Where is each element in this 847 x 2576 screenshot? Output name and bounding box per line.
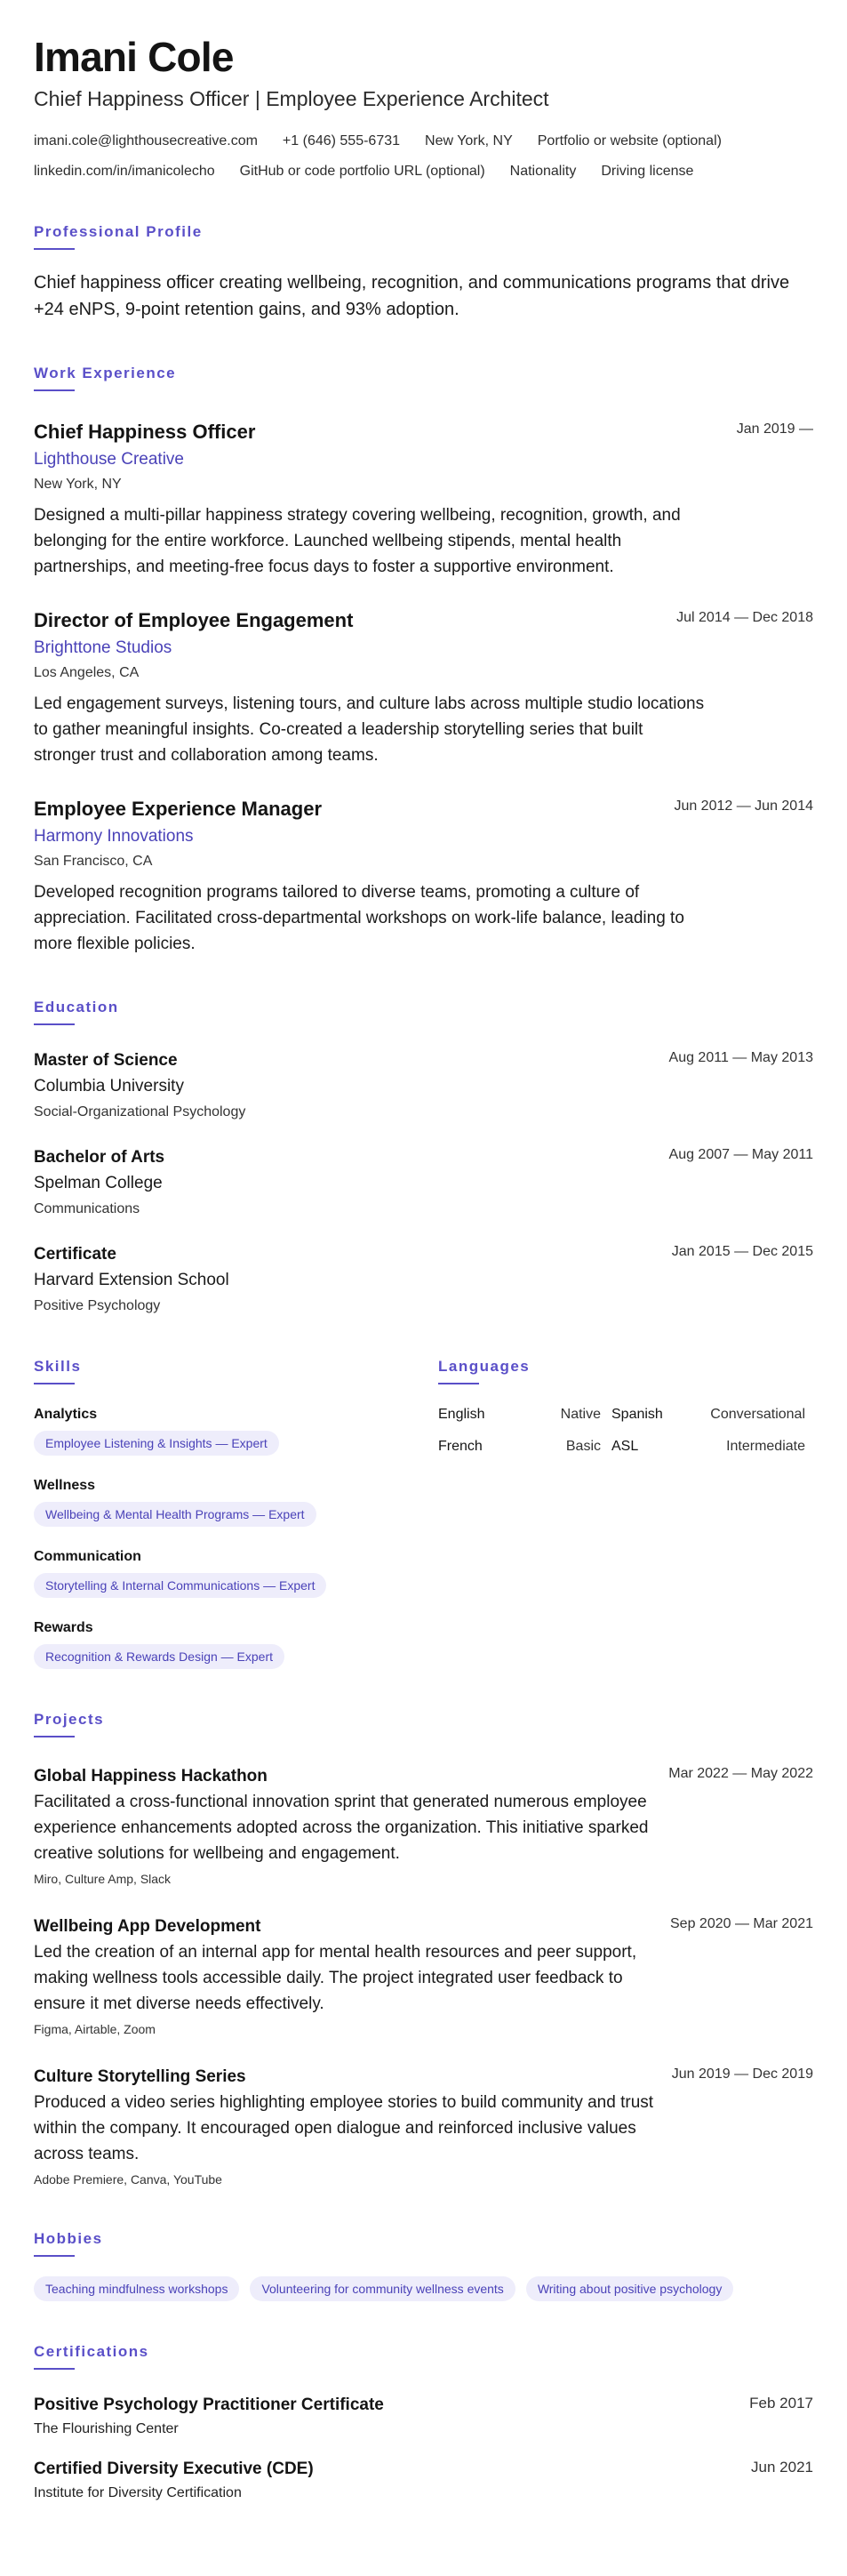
- skill-category: Communication: [34, 1549, 141, 1564]
- section-divider: [34, 1023, 75, 1025]
- section-title: Certifications: [34, 2343, 149, 2360]
- candidate-headline: Chief Happiness Officer | Employee Experience Architect: [34, 87, 549, 110]
- section-title: Work Experience: [34, 365, 177, 381]
- section-title: Languages: [438, 1358, 531, 1375]
- skill-group: [34, 1406, 438, 1456]
- project-dates: Mar 2022 — May 2022: [668, 1766, 813, 1781]
- education-school: Spelman College: [34, 1174, 163, 1192]
- job-entry: [34, 608, 813, 768]
- skill-group: [34, 1477, 438, 1527]
- section-divider: [438, 1383, 479, 1384]
- education-degree: Bachelor of Arts: [34, 1148, 165, 1167]
- certification-date: Feb 2017: [749, 2395, 813, 2411]
- languages-list: [438, 1406, 811, 1456]
- job-company: Harmony Innovations: [34, 827, 194, 846]
- certifications-section: [34, 2342, 813, 2503]
- contact-phone[interactable]: +1 (646) 555-6731: [282, 133, 401, 148]
- section-divider: [34, 2368, 75, 2370]
- contact-portfolio[interactable]: Portfolio or website (optional): [537, 133, 722, 148]
- section-title: Education: [34, 999, 119, 1015]
- project-tools: Miro, Culture Amp, Slack: [34, 1872, 172, 1886]
- job-dates: Jan 2019 —: [736, 421, 813, 437]
- project-dates: Sep 2020 — Mar 2021: [670, 1916, 813, 1931]
- job-company: Brighttone Studios: [34, 638, 172, 657]
- job-entry: [34, 797, 813, 957]
- project-tools: Figma, Airtable, Zoom: [34, 2022, 156, 2036]
- job-title: Director of Employee Engagement: [34, 609, 354, 631]
- education-school: Harvard Extension School: [34, 1271, 229, 1289]
- certification-entry: [34, 2459, 813, 2503]
- profile-section: [34, 222, 813, 323]
- education-school: Columbia University: [34, 1077, 184, 1095]
- language-level: Native: [560, 1407, 601, 1422]
- job-description: Designed a multi-pillar happiness strategy covering wellbeing, recognition, growth, and belonging for the entire workforce. Launched wellbeing stipends, mental health partnerships, and meeting-free focus days to foster a supportive environment.: [34, 506, 681, 576]
- job-title: Employee Experience Manager: [34, 798, 323, 820]
- language-level: Intermediate: [726, 1439, 805, 1454]
- section-title: Projects: [34, 1711, 105, 1728]
- language-level: Conversational: [710, 1407, 805, 1422]
- job-location: New York, NY: [34, 477, 122, 492]
- job-description: Developed recognition programs tailored to diverse teams, promoting a culture of appreciation. Facilitated cross-departmental workshops on work-life balance, leading to more flexible policies.: [34, 883, 684, 953]
- skill-chip: Wellbeing & Mental Health Programs — Expert: [34, 1502, 316, 1527]
- project-title: Global Happiness Hackathon: [34, 1767, 268, 1786]
- skill-group: [34, 1619, 438, 1669]
- education-degree: Master of Science: [34, 1051, 178, 1070]
- job-title: Chief Happiness Officer: [34, 421, 256, 443]
- hobby-chip: Volunteering for community wellness events: [250, 2276, 515, 2301]
- job-dates: Jun 2012 — Jun 2014: [674, 798, 813, 814]
- section-title: Professional Profile: [34, 223, 203, 240]
- project-entry: [34, 2066, 813, 2188]
- project-description: Facilitated a cross-functional innovation sprint that generated numerous employee experience enhancements adopted across the organization. This initiative sparked creative solutions for wellbeing and engagement.: [34, 1793, 649, 1863]
- contact-driving-license: Driving license: [601, 164, 694, 179]
- project-description: Led the creation of an internal app for mental health resources and peer support, making wellness tools accessible daily. The project integrated user feedback to ensure it met diverse needs effectively.: [34, 1943, 637, 2013]
- hobby-chip: Writing about positive psychology: [526, 2276, 734, 2301]
- job-entry: [34, 420, 813, 580]
- job-description: Led engagement surveys, listening tours, and culture labs across multiple studio locations to gather meaningful insights. Co-created a leadership storytelling series that built stronger trust and collaboration among teams.: [34, 694, 705, 765]
- language-name: English: [438, 1407, 485, 1422]
- projects-section: [34, 1710, 813, 2188]
- education-entry: [34, 1147, 813, 1219]
- project-title: Wellbeing App Development: [34, 1917, 261, 1936]
- certification-name: Certified Diversity Executive (CDE): [34, 2460, 314, 2478]
- language-name: Spanish: [611, 1407, 663, 1422]
- hobbies-list: [34, 2276, 813, 2301]
- certification-entry: [34, 2395, 813, 2439]
- job-company: Lighthouse Creative: [34, 450, 184, 469]
- education-field: Communications: [34, 1201, 140, 1216]
- project-description: Produced a video series highlighting employee stories to build community and trust within the company. It encouraged open dialogue and reinforced inclusive values across teams.: [34, 2093, 654, 2163]
- skills-section: [34, 1357, 438, 1669]
- education-degree: Certificate: [34, 1245, 116, 1264]
- education-entry: [34, 1244, 813, 1316]
- project-dates: Jun 2019 — Dec 2019: [671, 2066, 813, 2082]
- education-dates: Aug 2011 — May 2013: [668, 1050, 813, 1065]
- language-name: ASL: [611, 1439, 639, 1454]
- candidate-name: Imani Cole: [34, 34, 234, 80]
- contact-github[interactable]: GitHub or code portfolio URL (optional): [239, 164, 485, 179]
- education-section: [34, 998, 813, 1316]
- skill-chip: Recognition & Rewards Design — Expert: [34, 1644, 284, 1669]
- education-dates: Jan 2015 — Dec 2015: [671, 1244, 813, 1259]
- section-title: Hobbies: [34, 2230, 103, 2247]
- project-entry: [34, 1916, 813, 2038]
- certification-name: Positive Psychology Practitioner Certificate: [34, 2395, 384, 2414]
- languages-section: [438, 1357, 811, 1669]
- skill-category: Analytics: [34, 1407, 98, 1422]
- hobby-chip: Teaching mindfulness workshops: [34, 2276, 239, 2301]
- hobbies-section: [34, 2229, 813, 2301]
- section-divider: [34, 389, 75, 391]
- section-divider: [34, 1383, 75, 1384]
- job-location: Los Angeles, CA: [34, 665, 140, 680]
- section-divider: [34, 2255, 75, 2257]
- resume-header: [34, 34, 813, 181]
- skill-chip: Storytelling & Internal Communications — Expert: [34, 1573, 326, 1598]
- language-level: Basic: [565, 1439, 601, 1454]
- section-divider: [34, 1736, 75, 1737]
- section-title: Skills: [34, 1358, 82, 1375]
- skill-chip: Employee Listening & Insights — Expert: [34, 1431, 279, 1456]
- certification-issuer: The Flourishing Center: [34, 2421, 179, 2436]
- certification-date: Jun 2021: [751, 2459, 813, 2476]
- project-tools: Adobe Premiere, Canva, YouTube: [34, 2172, 222, 2187]
- job-dates: Jul 2014 — Dec 2018: [676, 610, 813, 625]
- skill-category: Wellness: [34, 1478, 96, 1493]
- education-field: Social-Organizational Psychology: [34, 1104, 246, 1119]
- experience-section: [34, 364, 813, 957]
- contact-linkedin[interactable]: linkedin.com/in/imanicolecho: [34, 164, 215, 179]
- education-dates: Aug 2007 — May 2011: [668, 1147, 813, 1162]
- project-entry: [34, 1766, 813, 1888]
- project-title: Culture Storytelling Series: [34, 2067, 246, 2086]
- profile-summary: Chief happiness officer creating wellbeing, recognition, and communications programs that drive +24 eNPS, 9-point retention gains, and 93% adoption.: [34, 273, 790, 319]
- contact-row-secondary: [34, 162, 813, 181]
- education-entry: [34, 1050, 813, 1122]
- education-field: Positive Psychology: [34, 1298, 161, 1313]
- skill-group: [34, 1548, 438, 1598]
- skill-category: Rewards: [34, 1620, 93, 1635]
- certification-issuer: Institute for Diversity Certification: [34, 2485, 242, 2500]
- contact-nationality: Nationality: [509, 164, 577, 179]
- skills-languages-row: [34, 1357, 813, 1669]
- contact-email[interactable]: imani.cole@lighthousecreative.com: [34, 133, 258, 148]
- job-location: San Francisco, CA: [34, 854, 153, 869]
- contact-row-primary: [34, 132, 813, 151]
- section-divider: [34, 248, 75, 250]
- contact-location: New York, NY: [425, 133, 513, 148]
- language-name: French: [438, 1439, 483, 1454]
